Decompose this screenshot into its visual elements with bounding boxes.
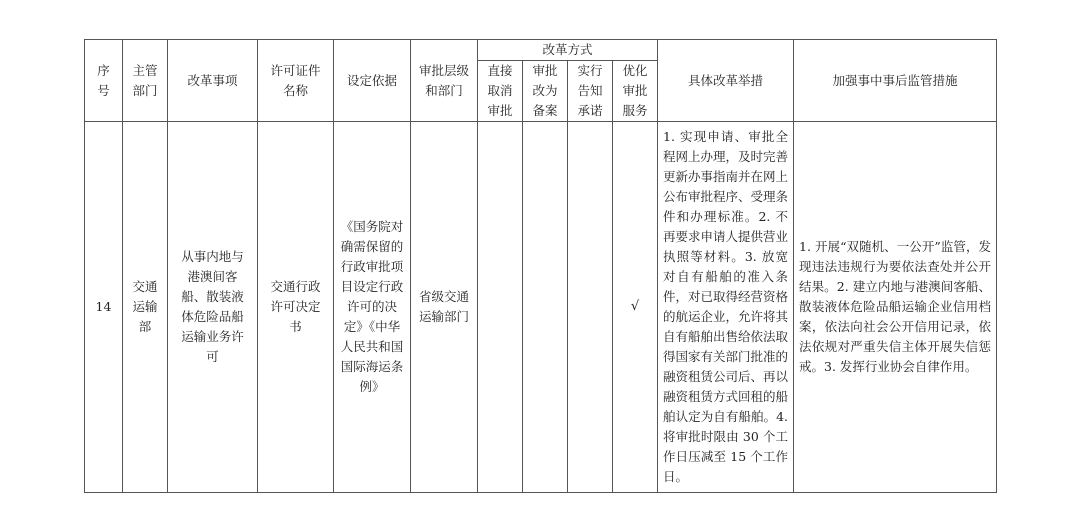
cell-license: 交通行政许可决定书: [258, 122, 334, 493]
header-measures: 具体改革举措: [658, 40, 794, 122]
cell-item: 从事内地与港澳间客船、散装液体危险品船运输业务许可: [168, 122, 258, 493]
cell-measures: 1. 实现申请、审批全程网上办理，及时完善更新办事指南并在网上公布审批程序、受理条件和办理标准。2. 不再要求申请人提供营业执照等材料。3. 放宽对自有船舶的准入条件，对已取得经营资格的航运企业，允许将其自有船舶出售给依法取得国家有关部门批准的融资租赁公司后、再以融资租赁方式回租的船舶认定为自有船舶。4. 将审批时限由 30 个工作日压减至 15 个工作日。: [658, 122, 794, 493]
header-mode-optimize: 优化审批服务: [613, 61, 658, 122]
header-mode-commit: 实行告知承诺: [568, 61, 613, 122]
header-item: 改革事项: [168, 40, 258, 122]
header-dept: 主管部门: [123, 40, 168, 122]
reform-table: [84, 39, 997, 493]
cell-level: 省级交通运输部门: [411, 122, 478, 493]
header-license: 许可证件名称: [258, 40, 334, 122]
cell-seq: 14: [85, 122, 123, 493]
cell-mode-direct: [478, 122, 523, 493]
cell-basis: 《国务院对确需保留的行政审批项目设定行政许可的决定》《中华人民共和国国际海运条例》: [334, 122, 411, 493]
header-supervision: 加强事中事后监管措施: [794, 40, 997, 122]
header-mode-direct: 直接取消审批: [478, 61, 523, 122]
header-seq: 序号: [85, 40, 123, 122]
cell-mode-commit: [568, 122, 613, 493]
cell-dept: 交通运输部: [123, 122, 168, 493]
header-reform-mode: 改革方式: [478, 40, 658, 61]
table-row: [85, 122, 997, 493]
cell-supervision: 1. 开展“双随机、一公开”监管，发现违法违规行为要依法查处并公开结果。2. 建立内地与港澳间客船、散装液体危险品船运输企业信用档案，依法向社会公开信用记录，依法依规对严重失信主体开展失信惩戒。3. 发挥行业协会自律作用。: [794, 122, 997, 493]
cell-mode-optimize: √: [613, 122, 658, 493]
header-level: 审批层级和部门: [411, 40, 478, 122]
cell-mode-filing: [523, 122, 568, 493]
header-basis: 设定依据: [334, 40, 411, 122]
header-mode-filing: 审批改为备案: [523, 61, 568, 122]
